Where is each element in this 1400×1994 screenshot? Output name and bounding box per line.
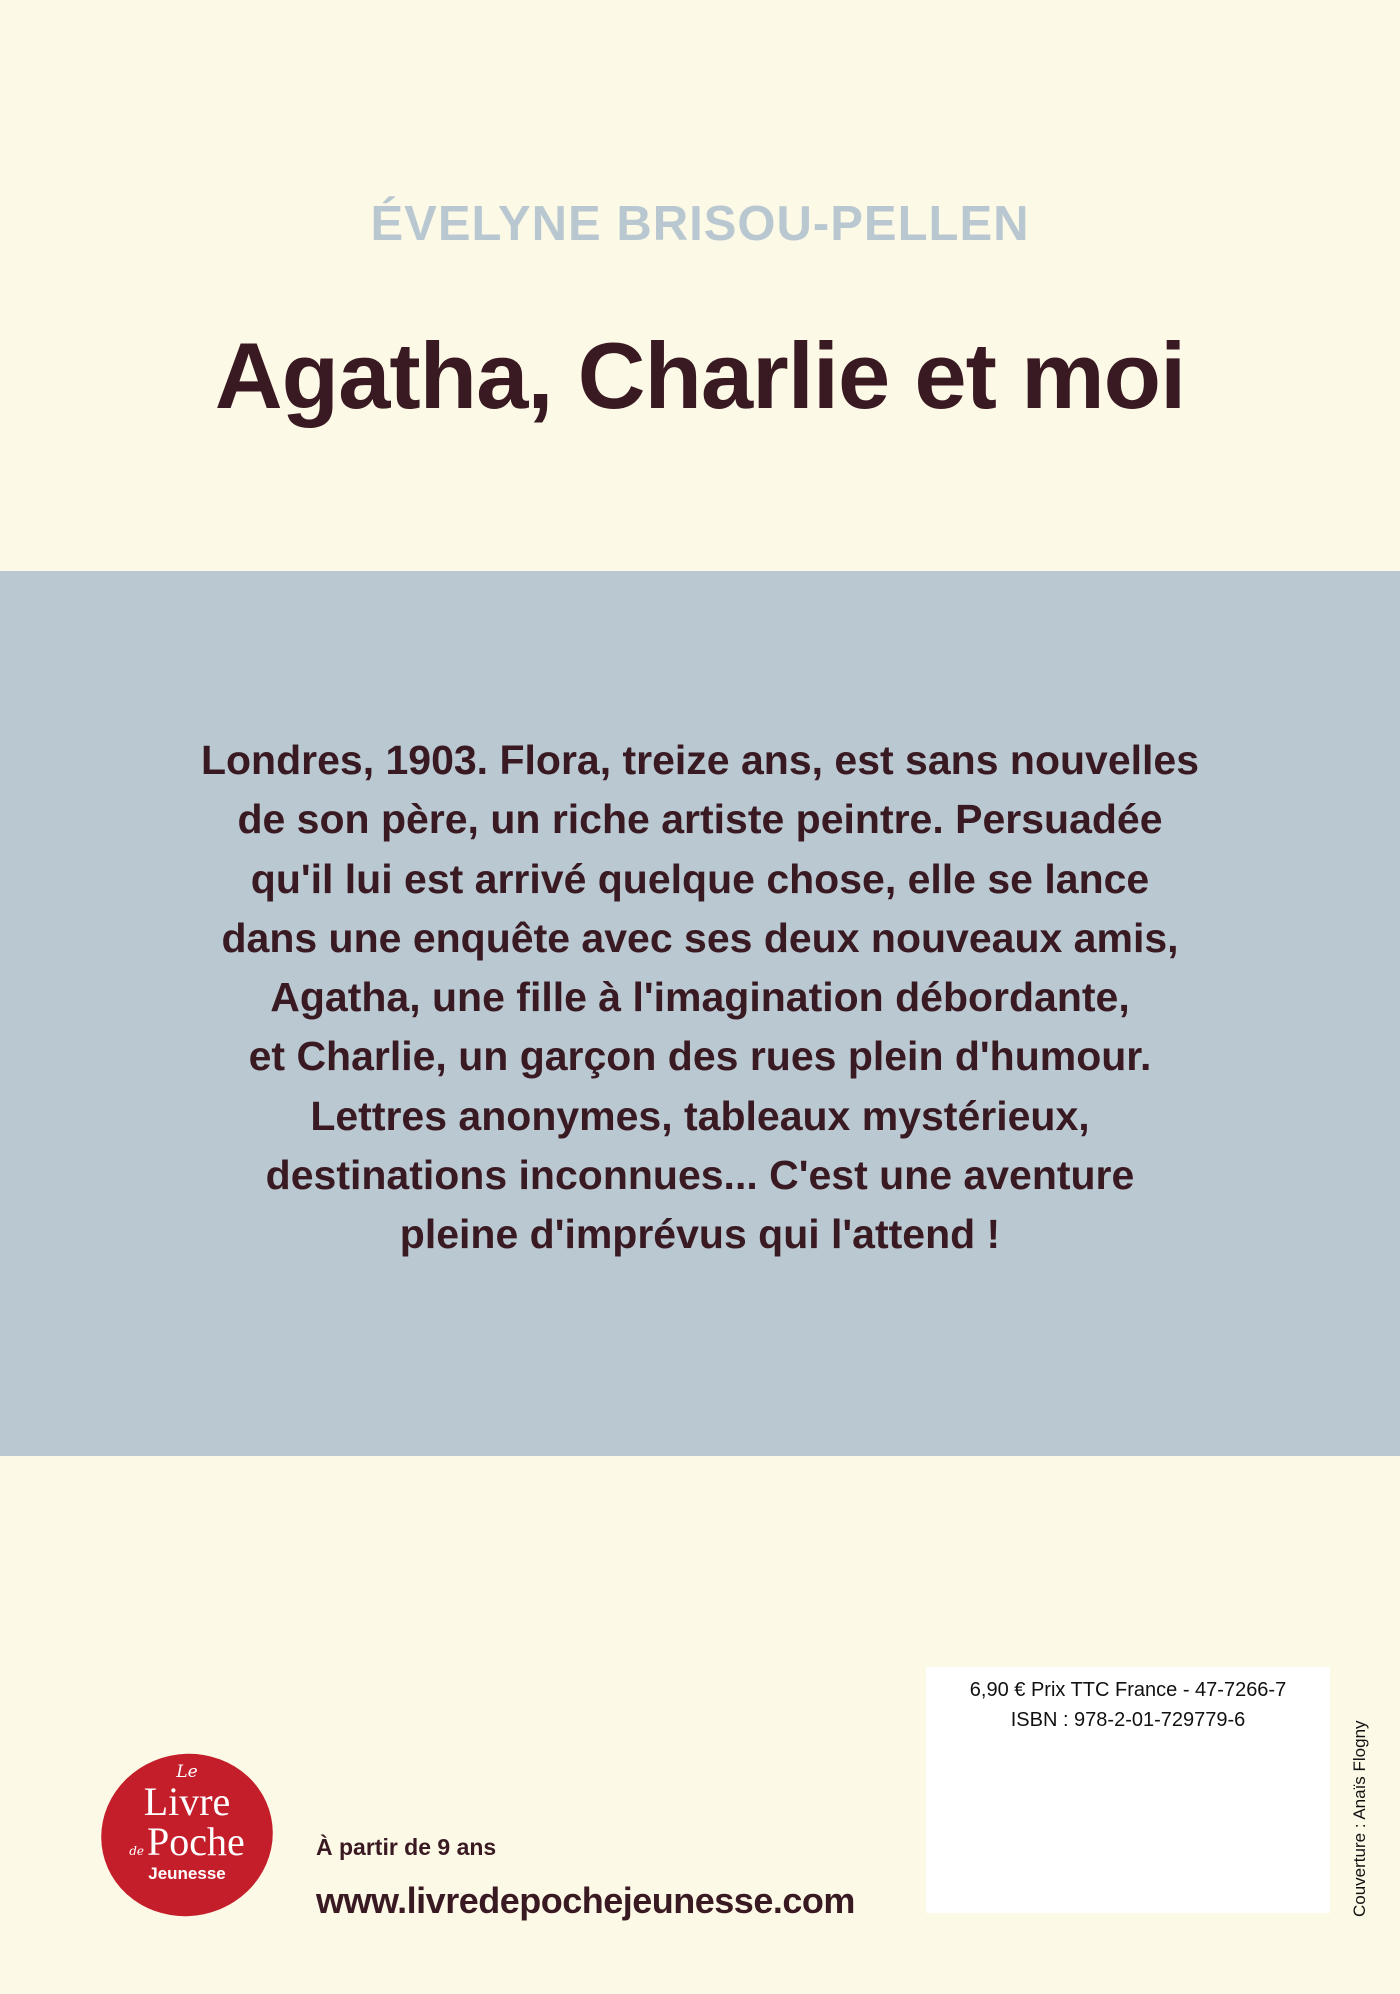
price-line: 6,90 € Prix TTC France - 47-7266-7 [969, 1679, 1287, 1701]
logo-de: de [129, 1844, 145, 1858]
summary-band [0, 571, 1400, 1456]
blurb [0, 731, 1400, 1265]
blurb-line: Agatha, une fille à l'imagination débordante, [270, 974, 1130, 1021]
blurb-line: Londres, 1903. Flora, treize ans, est sans nouvelles [200, 737, 1200, 783]
blurb-line: destinations inconnues... C'est une aventure [265, 1152, 1135, 1199]
logo-poche: Poche [147, 1819, 245, 1864]
blurb-line: et Charlie, un garçon des rues plein d'humour. [248, 1033, 1152, 1080]
publisher-url: www.livredepochejeunesse.com [316, 1880, 855, 1921]
logo-jeunesse: Jeunesse [148, 1864, 226, 1883]
logo-le: Le [176, 1762, 198, 1782]
price-barcode-box [926, 1667, 1330, 1913]
blurb-line: pleine d'imprévus qui l'attend ! [399, 1211, 1001, 1258]
publisher-logo [101, 1754, 273, 1916]
logo-livre: Livre [143, 1779, 231, 1824]
blurb-line: de son père, un riche artiste peintre. Persuadée [237, 796, 1163, 843]
cover-credit: Couverture : Anaïs Flogny [1350, 1720, 1369, 1917]
logo-lettering [101, 1762, 273, 1884]
blurb-line: qu'il lui est arrivé quelque chose, elle se lance [250, 855, 1150, 902]
blurb-line: dans une enquête avec ses deux nouveaux amis, [221, 914, 1179, 961]
logo-de-poche-line [129, 1819, 245, 1864]
book-title: Agatha, Charlie et moi [214, 323, 1186, 428]
author-name: ÉVELYNE BRISOU-PELLEN [370, 197, 1030, 251]
isbn-line: ISBN : 978-2-01-729779-6 [1010, 1709, 1246, 1731]
age-recommendation: À partir de 9 ans [316, 1834, 497, 1860]
blurb-line: Lettres anonymes, tableaux mystérieux, [310, 1092, 1090, 1139]
